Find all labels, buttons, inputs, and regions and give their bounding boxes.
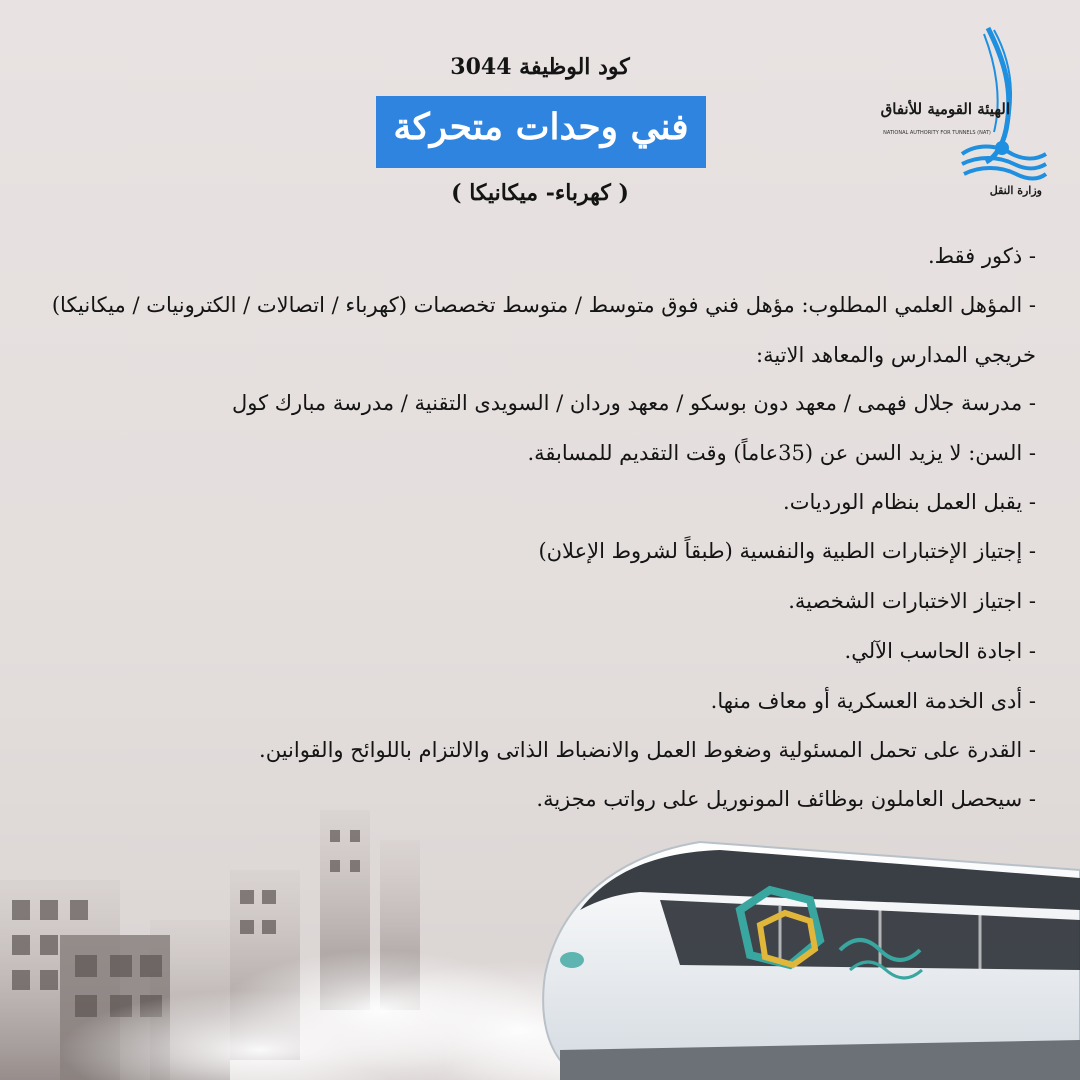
monorail-train bbox=[543, 842, 1080, 1080]
requirement-line: - أدى الخدمة العسكرية أو معاف منها. bbox=[710, 689, 1036, 713]
requirement-line: - إجتياز الإختبارات الطبية والنفسية (طبقاً لشروط الإعلان) bbox=[538, 539, 1036, 563]
job-title: فني وحدات متحركة bbox=[393, 106, 689, 148]
nat-logo bbox=[866, 20, 1056, 195]
requirement-line: - اجتياز الاختبارات الشخصية. bbox=[788, 589, 1036, 613]
requirement-line: - ذكور فقط. bbox=[927, 244, 1036, 268]
requirement-line: - اجادة الحاسب الآلي. bbox=[844, 639, 1036, 663]
requirement-line: خريجي المدارس والمعاهد الاتية: bbox=[756, 343, 1036, 367]
job-code: كود الوظيفة 3044 bbox=[450, 54, 630, 80]
monorail-scene bbox=[0, 760, 1080, 1080]
requirement-line: - المؤهل العلمي المطلوب: مؤهل فني فوق متوسط / متوسط تخصصات (كهرباء / اتصالات / الكترونيات / ميكانيكا) bbox=[51, 293, 1036, 317]
logo-ministry-name: وزارة النقل bbox=[989, 184, 1042, 197]
requirement-line: - يقبل العمل بنظام الورديات. bbox=[783, 490, 1036, 514]
requirement-line: - القدرة على تحمل المسئولية وضغوط العمل والانضباط الذاتى والالتزام باللوائح والقوانين. bbox=[259, 738, 1036, 762]
requirement-line: - سيحصل العاملون بوظائف المونوريل على رواتب مجزية. bbox=[536, 787, 1036, 811]
job-specialization: ( كهرباء- ميكانيكا ) bbox=[451, 180, 629, 206]
logo-arabic-name: الهيئة القومية للأنفاق bbox=[880, 100, 1010, 118]
job-title-banner bbox=[376, 96, 706, 168]
requirement-line: - مدرسة جلال فهمى / معهد دون بوسكو / معهد وردان / السويدى التقنية / مدرسة مبارك كول bbox=[231, 391, 1036, 415]
requirement-line: - السن: لا يزيد السن عن (35عاماً) وقت التقديم للمسابقة. bbox=[527, 441, 1036, 465]
logo-english-name: NATIONAL AUTHORITY FOR TUNNELS (NAT) bbox=[883, 130, 991, 136]
